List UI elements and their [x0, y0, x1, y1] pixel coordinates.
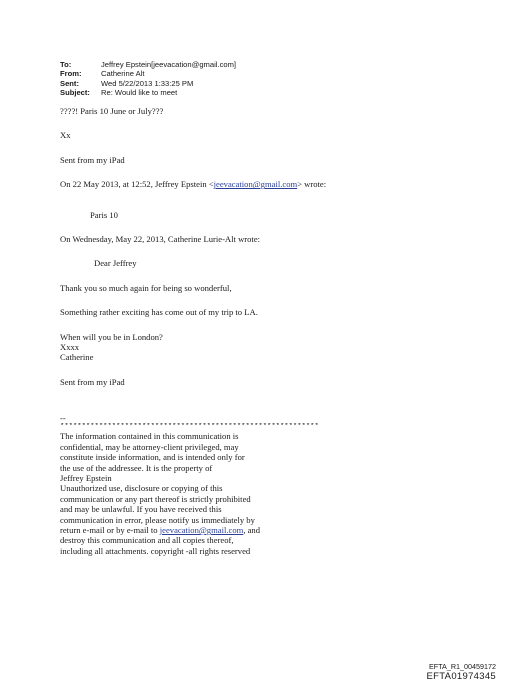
quote-prefix: On 22 May 2013, at 12:52, Jeffrey Epstein <	[60, 179, 214, 190]
subject-label: Subject:	[60, 88, 90, 98]
body-paris: Paris 10	[90, 209, 118, 220]
disclaimer-stars: ************************************************************	[60, 423, 319, 432]
quote-email-link[interactable]: jeevacation@gmail.com	[213, 179, 298, 190]
bates-number-1: EFTA_R1_00459172	[429, 662, 496, 671]
body-line-xx: Xx	[60, 130, 71, 141]
from-value: Catherine Alt	[101, 69, 145, 79]
body-sent-ipad-1: Sent from my iPad	[60, 154, 125, 165]
disclaimer	[60, 413, 370, 556]
disclaimer-line-9: communication in error, please notify us immediately by	[60, 514, 255, 525]
disclaimer-line-11: destroy this communication and all copies thereof,	[60, 535, 234, 546]
body-exciting: Something rather exciting has come out of my trip to LA.	[60, 307, 258, 318]
disclaimer-line-4: the use of the addressee. It is the property of	[60, 462, 213, 473]
to-label: To:	[60, 60, 72, 69]
disclaimer-line-2: confidential, may be attorney-client privileged, may	[60, 441, 239, 452]
body-london: When will you be in London?	[60, 331, 163, 342]
sent-value: Wed 5/22/2013 1:33:25 PM	[101, 78, 194, 88]
body-thanks: Thank you so much again for being so wonderful,	[60, 282, 232, 293]
disclaimer-line-5: Jeffrey Epstein	[60, 473, 112, 484]
sent-label: Sent:	[60, 78, 79, 88]
disclaimer-line-7: communication or any part thereof is strictly prohibited	[60, 493, 251, 504]
body-line-1: ????! Paris 10 June or July???	[60, 106, 164, 116]
body-sent-ipad-2: Sent from my iPad	[60, 376, 125, 387]
sent-row	[60, 79, 236, 88]
subject-row	[60, 88, 236, 97]
bates-footer	[427, 662, 496, 682]
quote-suffix: > wrote:	[297, 179, 327, 190]
disclaimer-line-12: including all attachments. copyright -all rights reserved	[60, 545, 251, 556]
disclaimer-line-1: The information contained in this communication is	[60, 431, 239, 442]
disclaimer-line-10	[60, 525, 370, 535]
body-xxxx: Xxxx	[60, 342, 80, 353]
disclaimer-line-10-suffix: , and	[243, 525, 261, 536]
disclaimer-line-6: Unauthorized use, disclosure or copying of this	[60, 483, 223, 494]
body-dear: Dear Jeffrey	[94, 258, 137, 269]
disclaimer-dashes: --	[60, 413, 66, 423]
email-body	[60, 106, 360, 387]
subject-value: Re: Would like to meet	[101, 88, 178, 98]
quote-header-1	[60, 179, 360, 189]
bates-number-2: EFTA01974345	[426, 671, 496, 682]
from-label: From:	[60, 69, 82, 79]
email-header	[60, 60, 236, 98]
to-value: Jeffrey Epstein[jeevacation@gmail.com]	[101, 60, 237, 69]
quote-header-2: On Wednesday, May 22, 2013, Catherine Lurie-Alt wrote:	[60, 234, 261, 245]
disclaimer-line-8: and may be unlawful. If you have received this	[60, 504, 222, 515]
disclaimer-line-3: constitute inside information, and is intended only for	[60, 452, 245, 463]
from-row	[60, 69, 236, 78]
disclaimer-email-link[interactable]: jeevacation@gmail.com	[159, 525, 244, 536]
body-catherine: Catherine	[60, 352, 94, 363]
disclaimer-line-10-prefix: return e-mail or by e-mail to	[60, 525, 160, 536]
to-row	[60, 60, 236, 69]
